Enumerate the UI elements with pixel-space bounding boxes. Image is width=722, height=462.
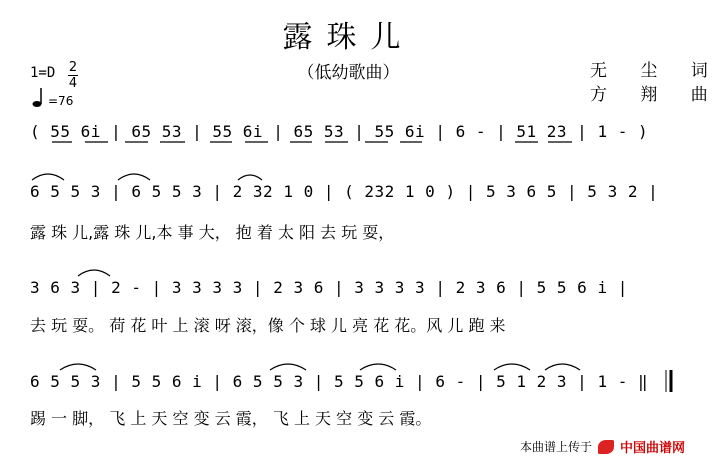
notation-system-3: 3 6 3 | 2 - | 3 3 3 3 | 2 3 6 | 3 3 3 3 | 2 3 6 | 5 5 6 i | — [30, 278, 628, 297]
notation-system-2: 6 5 5 3 | 6 5 5 3 | 2 32 1 0 | ( 232 1 0 ) | 5 3 6 5 | 5 3 2 | — [30, 182, 659, 201]
tempo-marking: =76 — [48, 94, 74, 108]
lyrics-line-3: 踢 一 脚， 飞 上 天 空 变 云 霞， 飞 上 天 空 变 云 霞。 — [30, 409, 432, 428]
key-signature: 1=D — [30, 65, 56, 81]
site-logo-icon — [598, 440, 614, 454]
lyrics-line-1: 露 珠 儿,露 珠 儿,本 事 大， 抱 着 太 阳 去 玩 耍， — [30, 223, 395, 242]
time-signature-top: 2 — [68, 60, 78, 75]
lyrics-line-2: 去 玩 耍。 荷 花 叶 上 滚 呀 滚，像 个 球 儿 亮 花 花。风 儿 跑 来 — [30, 316, 506, 335]
composer-credit: 方 翔 曲 — [590, 85, 722, 105]
lyricist-credit: 无 尘 词 — [590, 61, 722, 81]
site-logo-text: 中国曲谱网 — [619, 441, 685, 456]
notation-system-4: 6 5 5 3 | 5 5 6 i | 6 5 5 3 | 5 5 6 i | 6 - | 5 1 2 3 | 1 - ‖ — [30, 372, 649, 391]
time-signature-bottom: 4 — [68, 76, 78, 91]
footer-text: 本曲谱上传于 — [519, 440, 592, 454]
song-subtitle: （低幼歌曲） — [297, 63, 400, 83]
footer-watermark — [520, 437, 685, 456]
song-title: 露珠儿 — [282, 20, 415, 55]
notation-system-1: ( 55 6i | 65 53 | 55 6i | 65 53 | 55 6i | 6 - | 51 23 | 1 - ) — [30, 122, 649, 141]
